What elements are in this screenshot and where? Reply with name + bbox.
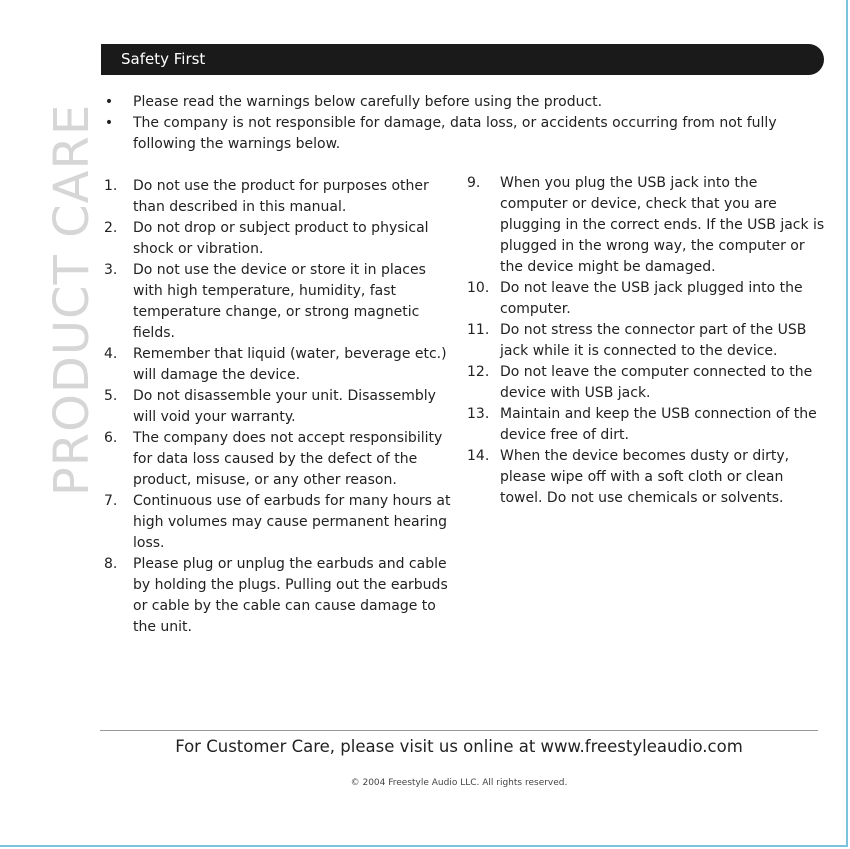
list-item	[467, 362, 829, 404]
item-text: Do not leave the USB jack plugged into the computer.	[500, 280, 803, 317]
list-item	[104, 344, 454, 386]
warnings-list-left	[104, 176, 454, 638]
item-text: The company does not accept responsibility for data loss caused by the defect of the product, misuse, or any other reason.	[133, 430, 443, 488]
item-text: When the device becomes dusty or dirty, please wipe off with a soft cloth or clean towel. Do not use chemicals or solvents.	[500, 448, 790, 506]
item-text: Please plug or unplug the earbuds and cable by holding the plugs. Pulling out the earbuds or cable by the cable can cause damage to the unit.	[133, 556, 448, 635]
bullet-marker: •	[104, 115, 114, 131]
list-item	[467, 173, 829, 278]
item-number: 7.	[104, 493, 118, 509]
customer-care-text: For Customer Care, please visit us online at www.freestyleaudio.com	[175, 737, 743, 756]
item-text: Do not disassemble your unit. Disassembly will void your warranty.	[133, 388, 436, 425]
item-number: 6.	[104, 430, 118, 446]
list-item	[104, 218, 454, 260]
list-item	[104, 428, 454, 491]
footer-divider	[100, 730, 818, 731]
copyright-text: © 2004 Freestyle Audio LLC. All rights reserved.	[350, 778, 568, 788]
item-text: When you plug the USB jack into the computer or device, check that you are plugging in the correct ends. If the USB jack is plugged in the wrong way, the computer or the device might be damaged.	[500, 175, 825, 275]
list-item	[104, 386, 454, 428]
item-number: 1.	[104, 178, 118, 194]
item-text: Do not stress the connector part of the USB jack while it is connected to the device.	[500, 322, 807, 359]
bullet-marker: •	[104, 94, 114, 110]
side-title: PRODUCT CARE	[44, 103, 100, 497]
item-number: 13.	[467, 406, 490, 422]
item-text: Do not use the product for purposes other than described in this manual.	[133, 178, 429, 215]
item-number: 5.	[104, 388, 118, 404]
item-text: Maintain and keep the USB connection of the device free of dirt.	[500, 406, 817, 443]
item-number: 2.	[104, 220, 118, 236]
item-number: 11.	[467, 322, 490, 338]
list-item	[467, 278, 829, 320]
item-text: Remember that liquid (water, beverage etc.) will damage the device.	[133, 346, 447, 383]
item-number: 9.	[467, 175, 481, 191]
item-text: Continuous use of earbuds for many hours at high volumes may cause permanent hearing loss.	[133, 493, 451, 551]
item-number: 10.	[467, 280, 490, 296]
item-text: Do not use the device or store it in places with high temperature, humidity, fast temperature change, or strong magnetic fields.	[133, 262, 426, 341]
item-text: Do not leave the computer connected to the device with USB jack.	[500, 364, 813, 401]
warnings-list-right	[467, 173, 829, 509]
bullet-text: The company is not responsible for damage, data loss, or accidents occurring from not fully following the warnings below.	[133, 115, 777, 152]
section-header	[101, 44, 824, 75]
item-number: 3.	[104, 262, 118, 278]
list-item	[104, 176, 454, 218]
list-item	[467, 446, 829, 509]
item-number: 12.	[467, 364, 490, 380]
item-number: 14.	[467, 448, 490, 464]
list-item	[104, 554, 454, 638]
list-item	[467, 320, 829, 362]
list-item	[104, 260, 454, 344]
section-title: Safety First	[121, 50, 206, 68]
item-number: 4.	[104, 346, 118, 362]
item-number: 8.	[104, 556, 118, 572]
list-item	[104, 113, 824, 155]
list-item	[104, 491, 454, 554]
intro-bullet-list	[104, 92, 824, 155]
list-item	[467, 404, 829, 446]
bullet-text: Please read the warnings below carefully before using the product.	[133, 94, 603, 110]
list-item	[104, 92, 824, 113]
item-text: Do not drop or subject product to physical shock or vibration.	[133, 220, 429, 257]
